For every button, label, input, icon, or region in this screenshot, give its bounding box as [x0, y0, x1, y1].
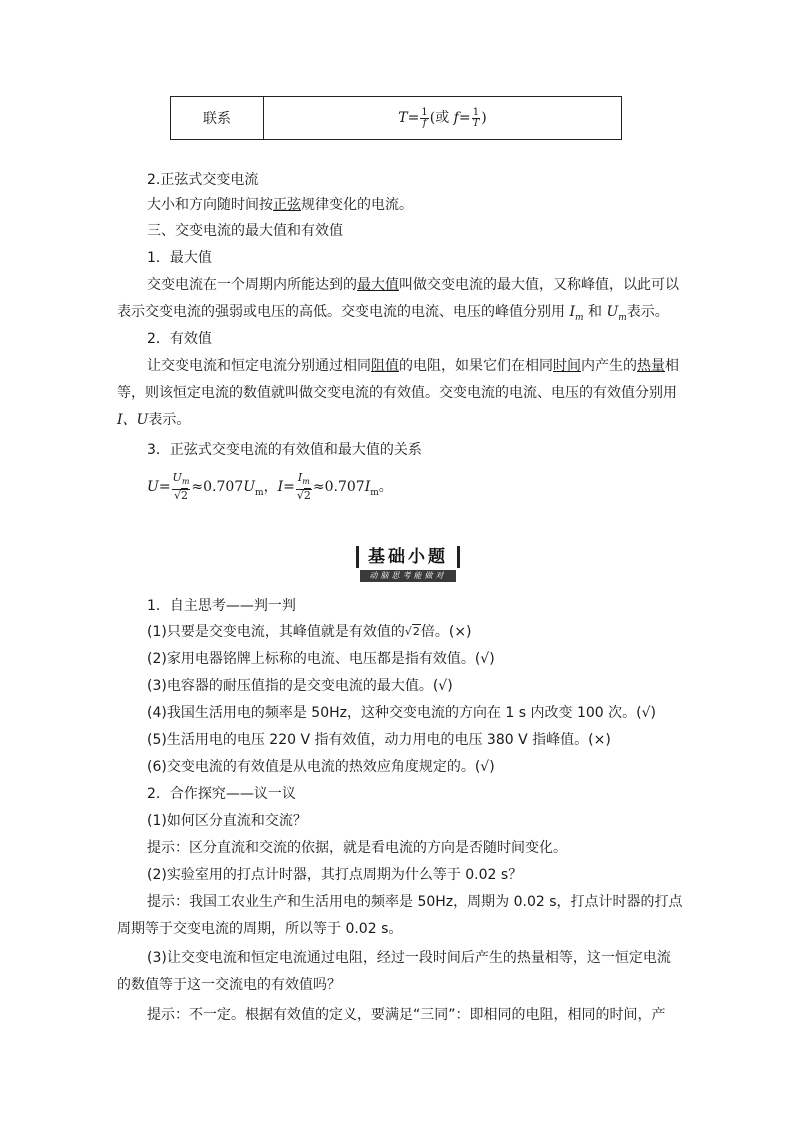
text: 相: [665, 358, 679, 374]
subsection-heading: 1．最大值: [147, 250, 212, 266]
subsection-heading: 3．正弦式交变电流的有效值和最大值的关系: [147, 442, 422, 458]
hint-text: 提示：我国工农业生产和生活用电的频率是 50Hz，周期为 0.02 s，打点计时器的打点: [147, 894, 683, 910]
question-item: (6)交变电流的有效值是从电流的热效应角度规定的。(√): [147, 759, 495, 775]
underlined-term: 时间: [553, 358, 581, 374]
question-item: (1)如何区分直流和交流？: [147, 813, 307, 829]
coefficient: ≈0.707: [312, 479, 365, 495]
hint-text: 提示：区分直流和交流的依据，就是看电流的方向是否随时间变化。: [147, 840, 567, 856]
formula-I-U: I、U: [117, 412, 149, 428]
coefficient: ≈0.707: [191, 479, 244, 495]
underlined-term: 阻值: [371, 358, 399, 374]
subsection-heading: 2．有效值: [147, 331, 212, 347]
paragraph: 等，则该恒定电流的数值就叫做交变电流的有效值。交变电流的电流、电压的有效值分别用: [117, 385, 677, 401]
formula-Im: $I_m$: [569, 304, 584, 323]
hint-text: 提示：不一定。根据有效值的定义，要满足“三同”：即相同的电阻，相同的时间，产: [147, 1007, 666, 1023]
underlined-term: 热量: [637, 358, 665, 374]
section-banner: [356, 546, 460, 582]
question-item: (5)生活用电的电压 220 V 指有效值，动力用电的电压 380 V 指峰值。(×): [147, 732, 611, 748]
paragraph: [147, 356, 679, 376]
text: 表示交变电流的强弱或电压的高低。交变电流的电流、电压的峰值分别用: [117, 304, 565, 320]
relation-formula: T= $\frac{1}{f}$ (或 f= $\frac{1}{T}$ ): [264, 97, 622, 140]
question-item: (2)实验室用的打点计时器，其打点周期为什么等于 0.02 s？: [147, 867, 523, 883]
text: 表示。: [148, 412, 191, 428]
text: 内产生的: [581, 358, 637, 374]
paragraph: [147, 195, 413, 215]
relation-table: [170, 96, 622, 140]
paragraph: [147, 275, 679, 295]
section-heading: 2.正弦式交变电流: [147, 172, 259, 188]
question-item: [147, 622, 472, 642]
sqrt2-formula: √2: [404, 625, 420, 638]
hint-text: 周期等于交变电流的周期，所以等于 0.02 s。: [117, 921, 403, 937]
question-heading: 1．自主思考——判一判: [147, 598, 296, 614]
text: 大小和方向随时间按: [147, 197, 273, 213]
table-label-cell: 联系: [171, 97, 264, 140]
text: 交变电流在一个周期内所能达到的: [147, 277, 357, 293]
text: 倍。(×): [420, 624, 472, 640]
text: 的电阻，如果它们在相同: [399, 358, 553, 374]
paragraph: [117, 302, 669, 328]
question-item: 的数值等于这一交流电的有效值吗？: [117, 977, 341, 993]
paragraph: [117, 410, 190, 430]
text: (1)只要是交变电流，其峰值就是有效值的: [147, 624, 405, 640]
text: 叫做交变电流的最大值，又称峰值，以此可以: [399, 277, 679, 293]
text: 让交变电流和恒定电流分别通过相同: [147, 358, 371, 374]
underlined-term: 最大值: [357, 277, 399, 293]
text: 表示。: [626, 304, 669, 320]
text: 和: [587, 304, 602, 320]
question-item: (3)让交变电流和恒定电流通过电阻，经过一段时间后产生的热量相等，这一恒定电流: [147, 950, 671, 966]
table-row: [171, 97, 622, 140]
section-heading: 三、交变电流的最大值和有效值: [147, 223, 343, 239]
question-item: (4)我国生活用电的频率是 50Hz，这种交变电流的方向在 1 s 内改变 100 次。(√): [147, 705, 656, 721]
question-heading: 2．合作探究——议一议: [147, 786, 296, 802]
question-item: (3)电容器的耐压值指的是交变电流的最大值。(√): [147, 678, 453, 694]
underlined-term: 正弦: [273, 197, 301, 213]
rms-formula: U= $\frac{U_m}{√2}$ $\approx 0.707U_m$，I= $\frac{I_m}{√2}$ $\approx 0.707I_m$。: [147, 471, 393, 502]
formula-Um: $U_m$: [606, 304, 627, 323]
question-item: (2)家用电器铭牌上标称的电流、电压都是指有效值。(√): [147, 651, 495, 667]
banner-subtitle: 动脑思考能做对: [360, 570, 456, 582]
banner-title: 基础小题: [356, 546, 460, 568]
text: 规律变化的电流。: [301, 197, 413, 213]
